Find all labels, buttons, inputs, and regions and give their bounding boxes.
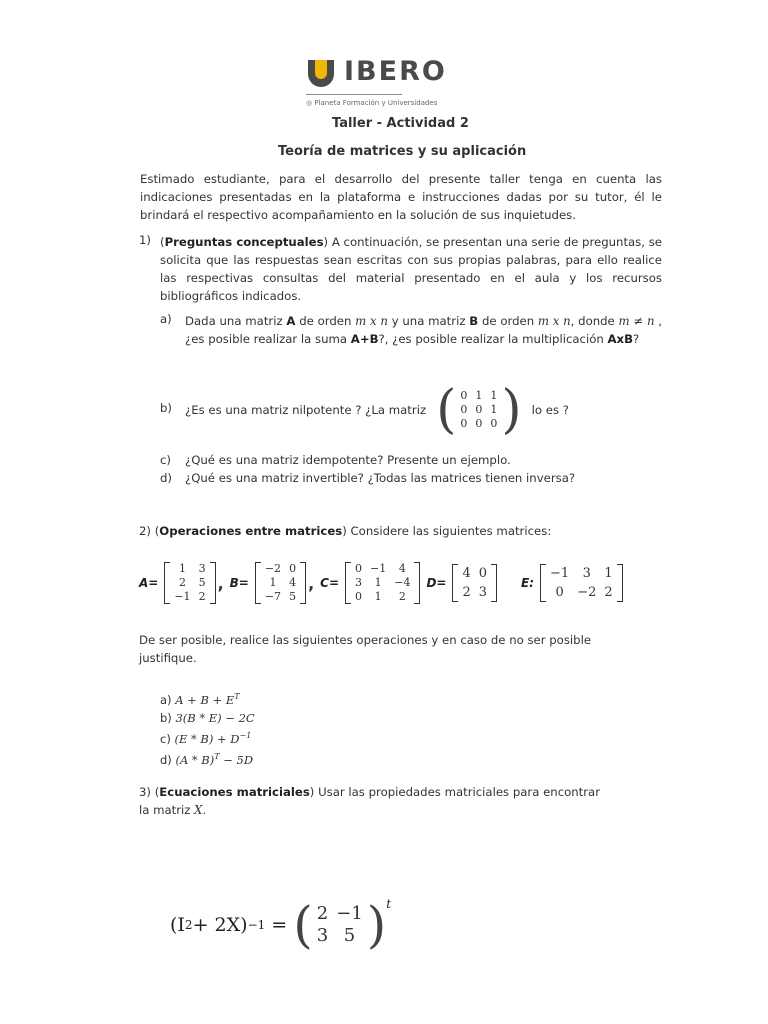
globe-icon: ◎ (306, 99, 313, 107)
nilpotent-matrix: ( 0 1 1 0 0 1 0 0 0 ) (436, 380, 522, 440)
matrix-d-table (458, 564, 491, 602)
matrix-e-table (546, 564, 617, 602)
matrix-a-label: A= (139, 576, 159, 590)
matrix-cell: 2 (604, 585, 613, 600)
section3-var: X (194, 803, 203, 817)
logo-divider (306, 94, 402, 95)
item-b-row (185, 380, 569, 440)
matrix-cell: 0 (555, 585, 564, 600)
matrix-cell: 0 (355, 562, 363, 575)
matrix-c-table (351, 562, 414, 604)
matrix-cell: −2 (264, 562, 282, 575)
matrix-c (320, 562, 420, 604)
matrix-equation: (I 2 + 2X) −1 = ( 2 −1 3 5 ) $^t$ (170, 896, 392, 954)
operation-expression: (E * B) + D (174, 731, 240, 746)
operations-list (160, 688, 255, 768)
matrix-e-label: E: (521, 576, 535, 590)
page-title: Taller - Actividad 2 (332, 116, 469, 131)
operation-expression: A + B + E (175, 692, 235, 707)
matrix-cell: 5 (343, 925, 356, 946)
matrix-cell: 4 (398, 562, 406, 575)
transpose-sup: t (386, 897, 392, 911)
operation-expression: 3(B * E) − 2C (175, 710, 255, 725)
operation-label: c) (160, 731, 175, 746)
matrix-b: B= −2 0 1 4 −7 5 , (229, 562, 315, 603)
item-a-label: a) (160, 312, 172, 326)
matrix-c-label: C= (320, 576, 340, 590)
matrix-cell: 4 (289, 576, 297, 589)
matrix-cell: 2 (398, 590, 406, 603)
matrices-row (139, 553, 659, 613)
matrix-cell: 2 (316, 903, 329, 924)
operation-d: d) (A * B)$^T$ − 5D (160, 751, 254, 767)
section1-number: 1) (139, 233, 151, 247)
item-d-label: d) (160, 471, 172, 485)
matrix-d-label: D= (426, 576, 447, 590)
section3-title: Ecuaciones matriciales (159, 785, 310, 799)
matrix-cell: 5 (198, 576, 206, 589)
matrix-cell: 1 (490, 403, 498, 416)
matrix-cell: 1 (178, 562, 186, 575)
section2-title: Operaciones entre matrices (159, 524, 343, 538)
section2-instruction: De ser posible, realice las siguientes operaciones y en caso de no ser posible justifique. (139, 633, 592, 665)
matrix-cell: 4 (462, 566, 471, 581)
matrix-cell: 0 (478, 566, 488, 581)
matrix-b-table (261, 562, 300, 604)
section3-text: Usar las propiedades matriciales para encontrar la matriz (139, 785, 601, 817)
operation-label: d) (160, 752, 176, 767)
operation-expression: (A * B) (175, 752, 215, 767)
item-c-label: c) (160, 453, 171, 467)
matrix-cell: 1 (475, 389, 483, 402)
matrix-cell: 2 (462, 585, 471, 600)
nilpotent-matrix-table (456, 389, 501, 431)
matrix-cell: 1 (604, 566, 613, 581)
equation-matrix: ( 2 −1 3 5 ) (293, 896, 387, 954)
logo-text: IBERO (344, 56, 447, 87)
matrix-a-table (170, 562, 209, 604)
matrix-cell: 0 (289, 562, 297, 575)
item-b-label: b) (160, 401, 172, 415)
matrix-cell: 3 (355, 576, 363, 589)
matrix-cell: 0 (475, 403, 483, 416)
matrix-cell: 3 (198, 562, 206, 575)
matrix-cell: 3 (478, 585, 488, 600)
page-subtitle: Teoría de matrices y su aplicación (278, 144, 527, 159)
matrix-cell: −7 (264, 590, 282, 603)
matrix-cell: 3 (316, 925, 329, 946)
section1-title: Preguntas conceptuales (164, 235, 324, 249)
matrix-cell: −1 (336, 903, 363, 924)
equation-matrix-table (313, 903, 367, 947)
operation-c: c) $(E * B) + D^{-1}$ (160, 730, 252, 746)
item-a-text: Dada una matriz A de orden m x n y una matriz B de orden m x n, donde m ≠ n , ¿es posible realizar la suma A+B?, ¿es posible realizar la multiplicación AxB? (185, 314, 662, 346)
section2-text: Considere las siguientes matrices: (350, 524, 552, 538)
ibero-logo-mark-icon (306, 58, 336, 88)
matrix-cell: 0 (460, 403, 468, 416)
section2-heading: 2) (Operaciones entre matrices) Considere las siguientes matrices: (139, 524, 552, 538)
matrix-cell: 1 (374, 590, 382, 603)
item-d-text: ¿Qué es una matriz invertible? ¿Todas las matrices tienen inversa? (185, 471, 576, 485)
matrix-cell: 0 (490, 417, 498, 430)
operation-label: b) (160, 710, 176, 725)
section1-paragraph: (Preguntas conceptuales) A continuación, se presentan una serie de preguntas, se solicita que las respuestas sean escritas con sus propias palabras, para ello realice las respectivas consultas del material presentado en el aula y los recursos bibliográficos indicados. (160, 235, 662, 303)
matrix-cell: −4 (394, 576, 411, 589)
operation-label: a) (160, 692, 176, 707)
matrix-d (426, 564, 497, 602)
matrix-cell: 0 (460, 417, 468, 430)
item-b-text1: ¿Es es una matriz nilpotente ? ¿La matriz (185, 403, 427, 417)
matrix-cell: 3 (582, 566, 591, 581)
section1-text: A continuación, se presentan una serie de preguntas, se solicita que las respuestas sean escritas con sus propias palabras, para ello realice las respectivas consultas del material presentado en el aula y los recursos bibliográficos indicados. (160, 235, 662, 303)
matrix-cell: −1 (370, 562, 387, 575)
matrix-cell: 0 (460, 389, 468, 402)
matrix-cell: 2 (178, 576, 186, 589)
matrix-e (521, 564, 623, 602)
matrix-cell: 1 (490, 389, 498, 402)
item-c-text: ¿Qué es una matriz idempotente? Presente un ejemplo. (185, 453, 511, 467)
matrix-cell: 1 (269, 576, 277, 589)
matrix-cell: 2 (198, 590, 206, 603)
matrix-a: A= 1 3 2 5 −1 2 , (139, 562, 224, 603)
operation-b (160, 709, 255, 727)
matrix-b-label: B= (229, 576, 249, 590)
matrix-cell: 0 (475, 417, 483, 430)
item-b-text2: lo es ? (531, 403, 569, 417)
intro-paragraph: Estimado estudiante, para el desarrollo del presente taller tenga en cuenta las indicaciones presentadas en la plataforma e instrucciones dadas por su tutor, él le brindará el respectivo acompañamiento en la solución de sus inquietudes. (140, 172, 662, 222)
ibero-logo (306, 56, 456, 116)
matrix-cell: −1 (174, 590, 191, 603)
matrix-cell: −1 (550, 566, 570, 581)
logo-subtitle: ◎ Planeta Formación y Universidades (306, 99, 438, 107)
section3-heading: 3) (Ecuaciones matriciales) Usar las propiedades matriciales para encontrar la matriz X. (139, 785, 601, 817)
matrix-cell: 1 (374, 576, 382, 589)
matrix-cell: 5 (289, 590, 297, 603)
matrix-cell: 0 (355, 590, 363, 603)
operation-a: a) $A + B + E^T$ (160, 692, 240, 707)
matrix-cell: −2 (577, 585, 597, 600)
